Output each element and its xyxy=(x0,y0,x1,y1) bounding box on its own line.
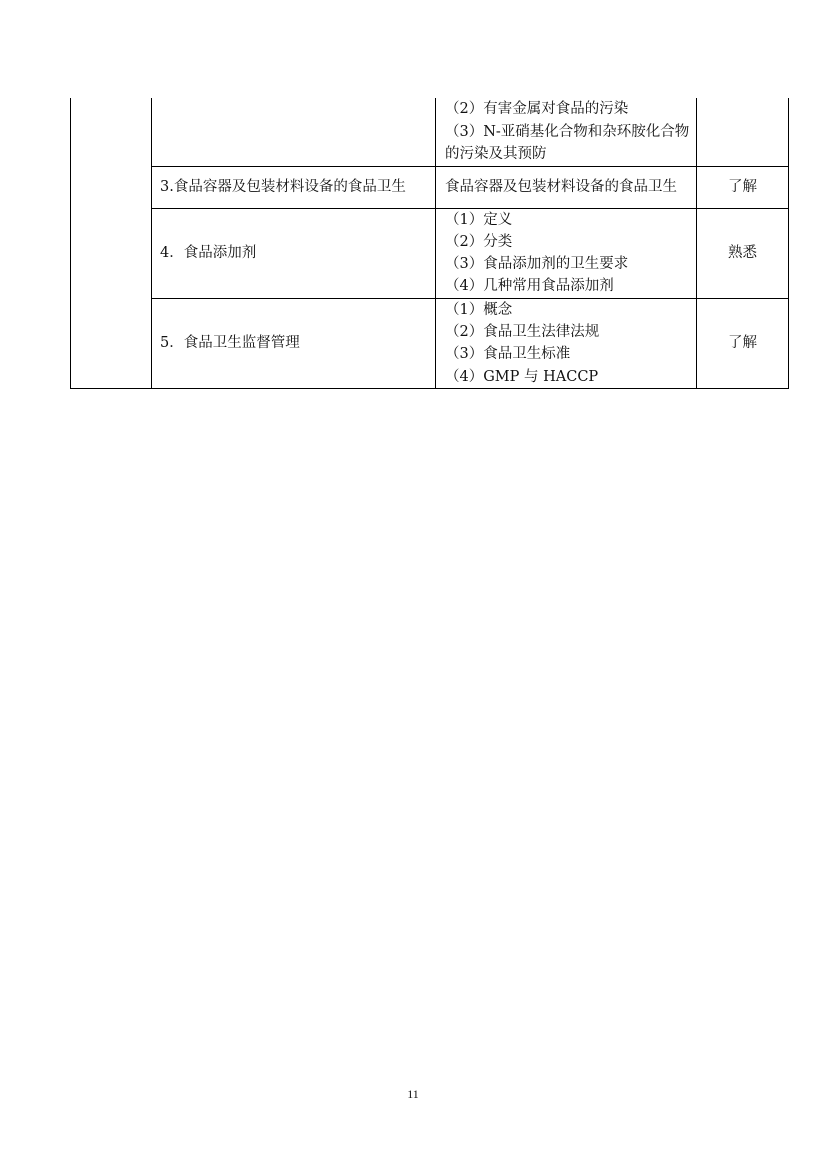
point-item: （1）概念 xyxy=(445,301,513,318)
point-item: （1）定义 xyxy=(445,211,513,228)
topic-cell xyxy=(152,98,436,166)
topic-cell: 3.食品容器及包装材料设备的食品卫生 xyxy=(152,166,436,208)
point-item: 食品容器及包装材料设备的食品卫生 xyxy=(445,178,677,195)
point-item: （4）GMP 与 HACCP xyxy=(445,368,599,385)
point-item: （2）食品卫生法律法规 xyxy=(445,323,600,340)
topic-cell: 4．食品添加剂 xyxy=(152,208,436,298)
level-cell: 熟悉 xyxy=(697,208,789,298)
table-row xyxy=(71,166,789,208)
table-row xyxy=(71,298,789,388)
syllabus-table xyxy=(70,98,789,389)
point-item: （4）几种常用食品添加剂 xyxy=(445,278,614,295)
level-cell: 了解 xyxy=(697,166,789,208)
point-item: （3）食品卫生标准 xyxy=(445,346,571,363)
point-item: （3）N-亚硝基化合物和杂环胺化合物的污染及其预防 xyxy=(445,123,690,162)
table-row xyxy=(71,98,789,166)
points-cell xyxy=(436,98,697,166)
point-item: （2）分类 xyxy=(445,233,513,250)
point-item: （3）食品添加剂的卫生要求 xyxy=(445,256,629,273)
level-cell xyxy=(697,98,789,166)
topic-cell: 5．食品卫生监督管理 xyxy=(152,298,436,388)
point-item: （2）有害金属对食品的污染 xyxy=(445,101,629,118)
category-cell xyxy=(71,98,152,388)
level-cell: 了解 xyxy=(697,298,789,388)
points-cell xyxy=(436,166,697,208)
points-cell xyxy=(436,208,697,298)
page-number: 11 xyxy=(407,1087,419,1101)
table-row xyxy=(71,208,789,298)
points-cell xyxy=(436,298,697,388)
